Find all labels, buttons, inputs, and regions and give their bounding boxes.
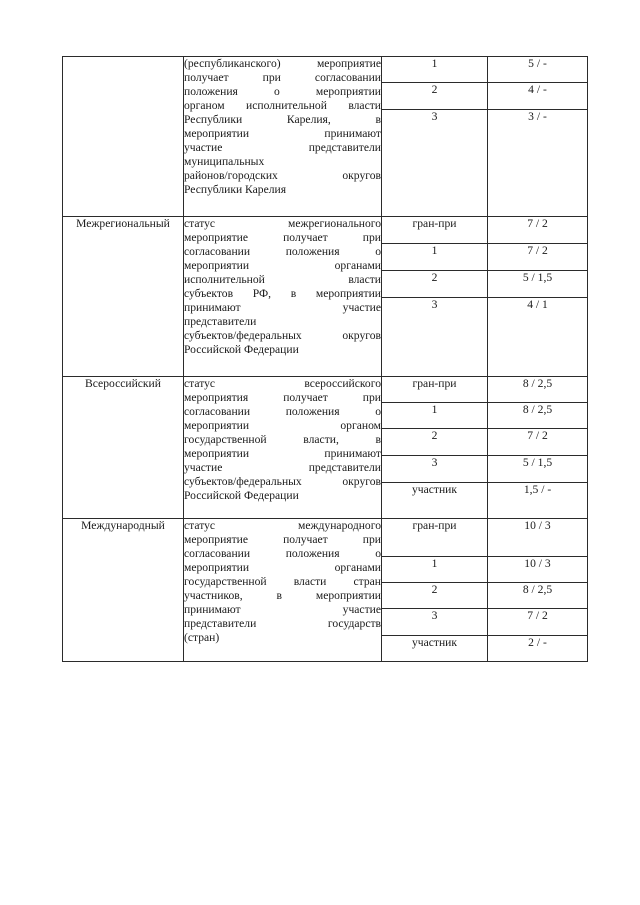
points-cell: 4 / -	[488, 83, 588, 110]
description-line: мероприятии органом	[184, 419, 381, 432]
points-cell: 4 / 1	[488, 298, 588, 377]
description-line: муниципальных	[184, 155, 265, 168]
place-cell: участник	[382, 483, 488, 519]
description-line: (республиканского) мероприятие	[184, 57, 381, 70]
table-row	[63, 217, 588, 244]
level-cell: Международный	[63, 519, 184, 662]
status-description	[184, 377, 382, 519]
level-cell: Всероссийский	[63, 377, 184, 519]
description-line: согласовании положения о	[184, 547, 381, 560]
description-line: представители	[184, 315, 257, 328]
place-cell: 2	[382, 83, 488, 110]
points-cell: 7 / 2	[488, 429, 588, 456]
place-cell: 2	[382, 583, 488, 609]
points-cell: 7 / 2	[488, 244, 588, 271]
place-cell: 1	[382, 57, 488, 83]
description-line: органом исполнительной власти	[184, 99, 381, 112]
table-row	[63, 377, 588, 403]
place-cell: 2	[382, 271, 488, 298]
description-line: согласовании положения о	[184, 245, 381, 258]
description-line: государственной власти стран	[184, 575, 381, 588]
description-line: представители государств	[184, 617, 381, 630]
points-cell: 2 / -	[488, 636, 588, 662]
place-cell: 3	[382, 456, 488, 483]
description-line: участников, в мероприятии	[184, 589, 381, 602]
points-cell: 3 / -	[488, 110, 588, 217]
description-line: субъектов РФ, в мероприятии	[184, 287, 381, 300]
status-description	[184, 217, 382, 377]
place-cell: 1	[382, 557, 488, 583]
description-line: субъектов/федеральных округов	[184, 475, 381, 488]
level-cell	[63, 57, 184, 217]
level-cell: Межрегиональный	[63, 217, 184, 377]
description-line: (стран)	[184, 631, 220, 644]
description-line: Российской Федерации	[184, 343, 299, 356]
description-line: статус всероссийского	[184, 377, 381, 390]
description-line: участие представители	[184, 461, 381, 474]
place-cell: гран-при	[382, 519, 488, 557]
points-cell: 7 / 2	[488, 217, 588, 244]
points-cell: 10 / 3	[488, 557, 588, 583]
points-cell: 7 / 2	[488, 609, 588, 636]
description-line: согласовании положения о	[184, 405, 381, 418]
points-cell: 8 / 2,5	[488, 377, 588, 403]
points-cell: 8 / 2,5	[488, 403, 588, 429]
status-description	[184, 57, 382, 217]
description-line: Республики Карелия, в	[184, 113, 381, 126]
points-cell: 1,5 / -	[488, 483, 588, 519]
description-line: исполнительной власти	[184, 273, 381, 286]
place-cell: 3	[382, 298, 488, 377]
place-cell: 1	[382, 403, 488, 429]
place-cell: гран-при	[382, 377, 488, 403]
description-line: мероприятии органами	[184, 259, 381, 272]
description-line: получает при согласовании	[184, 71, 381, 84]
description-line: статус межрегионального	[184, 217, 381, 230]
description-line: мероприятии принимают	[184, 127, 381, 140]
description-line: мероприятия получает при	[184, 391, 381, 404]
table-row	[63, 57, 588, 83]
place-cell: 2	[382, 429, 488, 456]
description-line: мероприятие получает при	[184, 533, 381, 546]
points-cell: 8 / 2,5	[488, 583, 588, 609]
description-line: субъектов/федеральных округов	[184, 329, 381, 342]
description-line: мероприятии органами	[184, 561, 381, 574]
description-line: статус международного	[184, 519, 381, 532]
description-line: Российской Федерации	[184, 489, 299, 502]
description-line: положения о мероприятии	[184, 85, 381, 98]
description-line: мероприятии принимают	[184, 447, 381, 460]
description-line: Республики Карелия	[184, 183, 287, 196]
place-cell: участник	[382, 636, 488, 662]
place-cell: 3	[382, 110, 488, 217]
description-line: мероприятие получает при	[184, 231, 381, 244]
points-cell: 5 / 1,5	[488, 456, 588, 483]
description-line: участие представители	[184, 141, 381, 154]
description-line: принимают участие	[184, 603, 381, 616]
points-cell: 5 / -	[488, 57, 588, 83]
place-cell: 1	[382, 244, 488, 271]
description-line: районов/городских округов	[184, 169, 381, 182]
place-cell: 3	[382, 609, 488, 636]
points-cell: 5 / 1,5	[488, 271, 588, 298]
table-row	[63, 519, 588, 557]
description-line: принимают участие	[184, 301, 381, 314]
place-cell: гран-при	[382, 217, 488, 244]
points-cell: 10 / 3	[488, 519, 588, 557]
description-line: государственной власти, в	[184, 433, 381, 446]
points-table	[62, 56, 588, 662]
status-description	[184, 519, 382, 662]
